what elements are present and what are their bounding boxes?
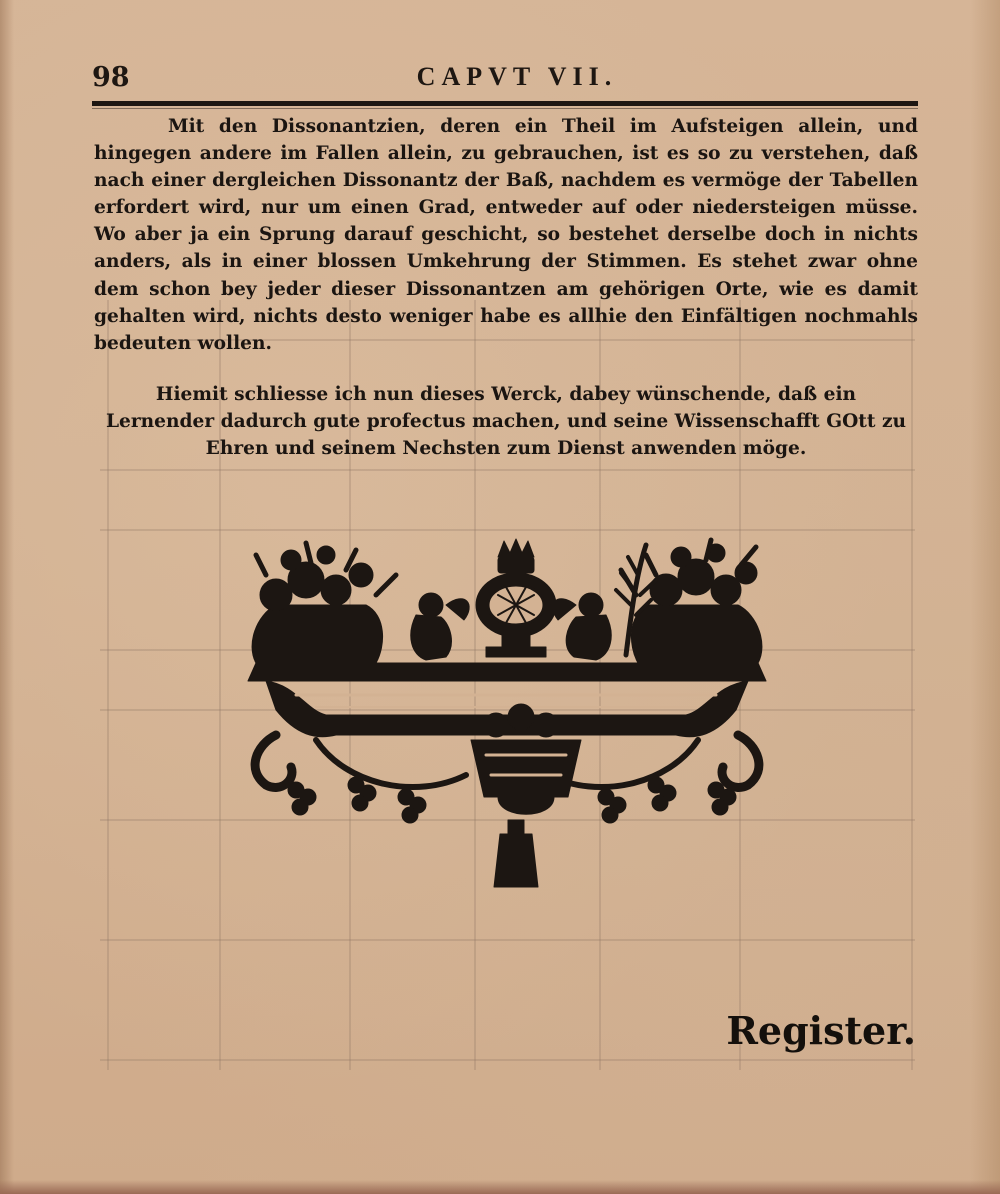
running-head: CAPVT VII. <box>416 62 618 91</box>
page-edge-left <box>0 0 14 1194</box>
header-rule <box>92 101 918 106</box>
paragraph-dissonances: Mit den Dissonantzien, deren ein Theil im Aufsteigen allein, und hingegen andere im Fallen allein, zu gebrauchen, ist es so zu verstehen, daß nach einer dergleichen Dissonantz der Baß, nachdem es vermöge der Tabellen erfordert wird, nur um einen Grad, entweder auf oder niedersteigen müsse. Wo aber ja ein Sprung darauf geschicht, so bestehet derselbe doch in nichts anders, als in einer blossen Umkehrung der Stimmen. Es stehet zwar ohne dem schon bey jeder dieser Dissonantzen am gehörigen Orte, wie es damit gehalten wird, nichts desto weniger habe es allhie den Einfältigen nochmahls bedeuten wollen. <box>94 116 918 354</box>
page-edge-right <box>970 0 1000 1194</box>
header-rule-thin <box>92 108 918 109</box>
body-text <box>94 113 918 462</box>
catchword: Register. <box>726 1008 916 1053</box>
page-header <box>92 62 918 96</box>
page-edge-bottom <box>0 1180 1000 1194</box>
woodcut-tailpiece-ornament <box>236 535 778 895</box>
paragraph-closing: Hiemit schliesse ich nun dieses Werck, dabey wünschende, daß ein Lernender dadurch gute profectus machen, und seine Wissenschafft GOtt zu Ehren und seinem Nechsten zum Dienst anwenden möge. <box>105 383 907 460</box>
page-number: 98 <box>92 62 130 93</box>
